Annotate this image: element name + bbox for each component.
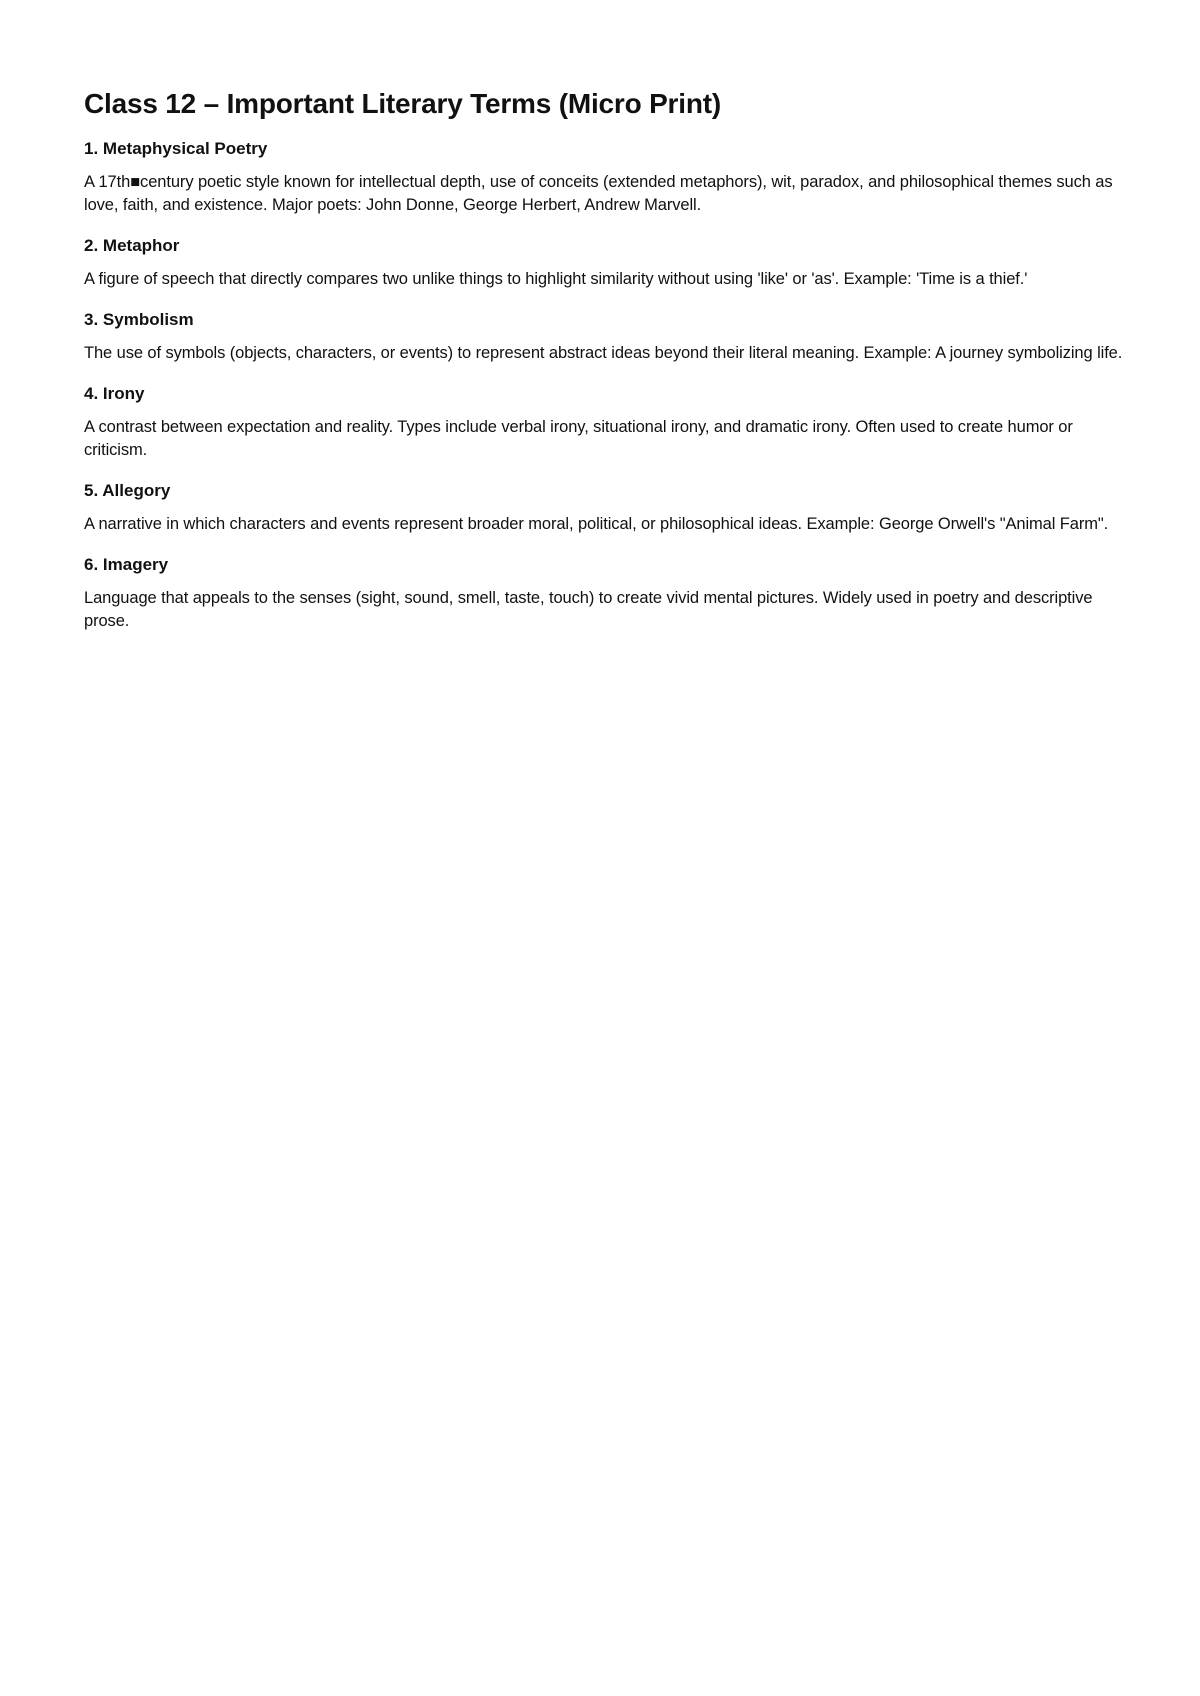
- term-entry: [84, 235, 1124, 291]
- term-name: Symbolism: [102, 310, 194, 329]
- term-heading: [84, 309, 1124, 331]
- term-number: 4.: [84, 384, 99, 403]
- term-definition: A narrative in which characters and events represent broader moral, political, or philosophical ideas. Example: George Orwell's "Animal Farm".: [84, 515, 1109, 533]
- term-number: 5.: [84, 481, 99, 500]
- term-heading: [84, 554, 1124, 576]
- term-name: Imagery: [102, 555, 169, 574]
- term-name: Irony: [102, 384, 145, 403]
- term-heading: [84, 138, 1124, 160]
- term-definition: The use of symbols (objects, characters, or events) to represent abstract ideas beyond their literal meaning. Example: A journey symbolizing life.: [84, 344, 1123, 362]
- term-entry: [84, 554, 1124, 633]
- document-page: [84, 84, 1124, 651]
- term-entry: [84, 480, 1124, 536]
- term-definition: Language that appeals to the senses (sight, sound, smell, taste, touch) to create vivid mental pictures. Widely used in poetry and descriptive prose.: [84, 589, 1093, 630]
- term-number: 1.: [84, 139, 99, 158]
- term-heading: [84, 235, 1124, 257]
- term-number: 2.: [84, 236, 99, 255]
- term-number: 3.: [84, 310, 99, 329]
- term-name: Allegory: [102, 481, 171, 500]
- term-heading: [84, 383, 1124, 405]
- term-heading: [84, 480, 1124, 502]
- term-definition: A figure of speech that directly compares two unlike things to highlight similarity without using 'like' or 'as'. Example: 'Time is a thief.': [84, 270, 1028, 288]
- term-entry: [84, 138, 1124, 217]
- term-name: Metaphor: [102, 236, 180, 255]
- page-title: Class 12 – Important Literary Terms (Micro Print): [84, 88, 721, 119]
- term-entry: [84, 309, 1124, 365]
- term-name: Metaphysical Poetry: [102, 139, 268, 158]
- term-entry: [84, 383, 1124, 462]
- term-definition: A 17th■century poetic style known for intellectual depth, use of conceits (extended metaphors), wit, paradox, and philosophical themes such as love, faith, and existence. Major poets: John Donne, George Herbert, Andrew Marvell.: [84, 173, 1113, 214]
- term-definition: A contrast between expectation and reality. Types include verbal irony, situational irony, and dramatic irony. Often used to create humor or criticism.: [84, 418, 1073, 459]
- term-number: 6.: [84, 555, 99, 574]
